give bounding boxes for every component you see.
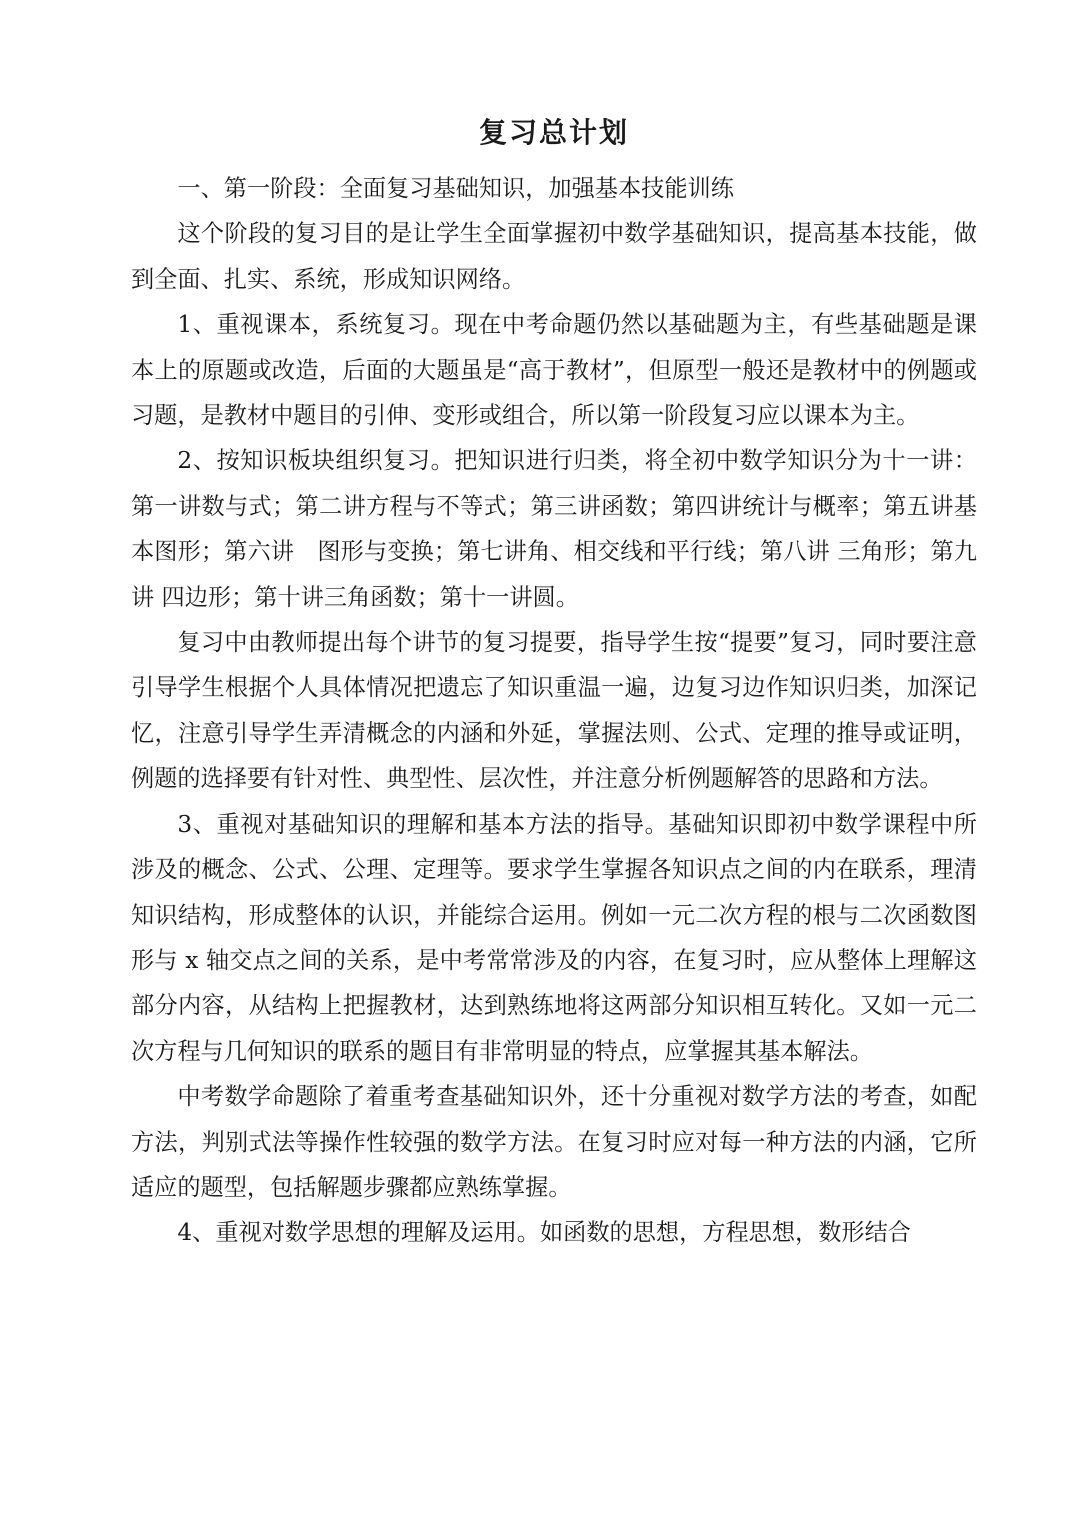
paragraph-point-3-basic-knowledge: 3、重视对基础知识的理解和基本方法的指导。基础知识即初中数学课程中所涉及的概念、公式、公理、定理等。要求学生掌握各知识点之间的内在联系，理清知识结构，形成整体的认识，并能综合运用。例如一元二次方程的根与二次函数图形与 x 轴交点之间的关系，是中考常常涉及的内容，在复习时，应从整体上理解这部分内容，从结构上把握教材，达到熟练地将这两部分知识相互转化。又如一元二次方程与几何知识的联系的题目有非常明显的特点，应掌握其基本解法。 (131, 810, 977, 1065)
document-body (131, 108, 977, 1256)
section-heading-stage-one: 一、第一阶段：全面复习基础知识，加强基本技能训练 (177, 175, 734, 202)
paragraph-point-4-math-thinking: 4、重视对数学思想的理解及运用。如函数的思想，方程思想，数形结合 (177, 1219, 911, 1247)
paragraph-point-2-knowledge-blocks: 2、按知识板块组织复习。把知识进行归类，将全初中数学知识分为十一讲：第一讲数与式；第二讲方程与不等式；第三讲函数；第四讲统计与概率；第五讲基本图形；第六讲 图形与变换；第七讲角、相交线和平行线；第八讲 三角形；第九讲 四边形；第十讲三角函数；第十一讲圆。 (131, 447, 977, 611)
document-title: 复习总计划 (478, 116, 629, 149)
paragraph-stage-goal: 这个阶段的复习目的是让学生全面掌握初中数学基础知识，提高基本技能，做到全面、扎实、系统，形成知识网络。 (131, 220, 977, 293)
paragraph-review-guidance: 复习中由教师提出每个讲节的复习提要，指导学生按“提要”复习，同时要注意引导学生根据个人具体情况把遗忘了知识重温一遍，边复习边作知识归类，加深记忆，注意引导学生弄清概念的内涵和外延，掌握法则、公式、定理的推导或证明，例题的选择要有针对性、典型性、层次性，并注意分析例题解答的思路和方法。 (131, 629, 977, 793)
paragraph-point-1-textbook: 1、重视课本，系统复习。现在中考命题仍然以基础题为主，有些基础题是课本上的原题或改造，后面的大题虽是“高于教材”，但原型一般还是教材中的例题或习题，是教材中题目的引伸、变形或组合，所以第一阶段复习应以课本为主。 (131, 311, 977, 430)
paragraph-math-methods: 中考数学命题除了着重考查基础知识外，还十分重视对数学方法的考查，如配方法，判别式法等操作性较强的数学方法。在复习时应对每一种方法的内涵，它所适应的题型，包括解题步骤都应熟练掌握。 (131, 1083, 977, 1201)
